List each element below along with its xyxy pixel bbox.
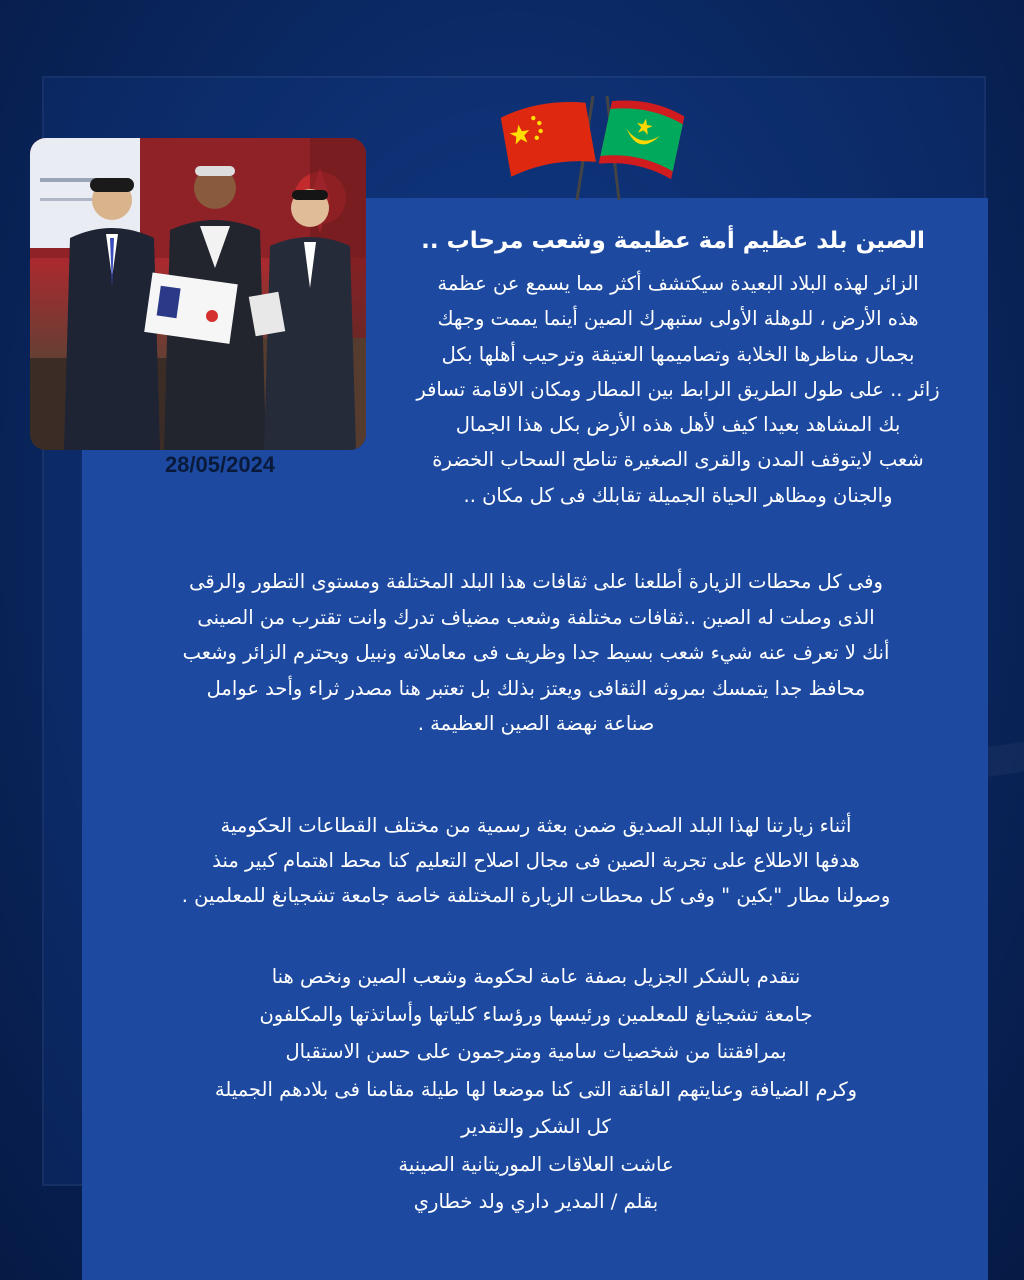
mauritania-flag-icon [599, 95, 685, 179]
paragraph-4 [86, 958, 986, 1221]
date-label: 28/05/2024 [164, 452, 276, 477]
paragraph-1-line: هذه الأرض ، للوهلة الأولى ستبهرك الصين أينما يممت وجهك [437, 307, 919, 331]
paragraph-3-line: هدفها الاطلاع على تجربة الصين فى مجال اصلاح التعليم كنا محط اهتمام كبير منذ [212, 849, 860, 872]
paragraph-2-line: محافظ جدا يتمسك بمروثه الثقافى ويعتز بذلك بل تعتبر هنا مصدر ثراء وأحد عوامل [206, 676, 866, 700]
ceremony-photo-illustration [30, 138, 366, 450]
paragraph-4-line: بمرافقتنا من شخصيات سامية ومترجمون على حسن الاستقبال [285, 1040, 787, 1063]
paragraph-3 [86, 808, 986, 913]
paragraph-1-line: بك المشاهد بعيدا كيف لأهل هذه الأرض بكل هذا الجمال [455, 413, 901, 437]
paragraph-2 [86, 564, 986, 742]
author-signature: بقلم / المدير داري ولد خطاري [413, 1190, 659, 1213]
paragraph-2-line: وفى كل محطات الزيارة أطلعنا على ثقافات هذا البلد المختلفة ومستوى التطور والرقى [189, 570, 883, 593]
paragraph-2-line: أنك لا تعرف عنه شيء شعب بسيط جدا وظريف فى معاملاته ونبيل ويحترم الزائر وشعب [182, 641, 890, 664]
paragraph-2-line: الذى وصلت له الصين ..ثقافات مختلفة وشعب مضياف تدرك وانت تقترب من الصينى [197, 605, 875, 629]
paragraph-1-line: والجنان ومظاهر الحياة الجميلة تقابلك فى كل مكان .. [463, 483, 893, 507]
paragraph-2-line: صناعة نهضة الصين العظيمة . [417, 712, 655, 735]
paragraph-4-line: نتقدم بالشكر الجزيل بصفة عامة لحكومة وشعب الصين ونخص هنا [271, 965, 801, 988]
paragraph-3-line: أثناء زيارتنا لهذا البلد الصديق ضمن بعثة رسمية من مختلف القطاعات الحكومية [220, 814, 852, 837]
ceremony-photo [30, 138, 366, 450]
paragraph-1-line: زائر .. على طول الطريق الرابط بين المطار ومكان الاقامة تسافر [416, 377, 940, 401]
closing-slogan: عاشت العلاقات الموريتانية الصينية [398, 1152, 674, 1176]
paragraph-1 [370, 266, 986, 513]
paragraph-4-line: وكرم الضيافة وعنايتهم الفائقة التى كنا موضعا لها طيلة مقامنا فى بلادهم الجميلة [214, 1077, 858, 1101]
article-title: الصين بلد عظيم أمة عظيمة وشعب مرحاب .. [421, 228, 925, 254]
paragraph-1-line: شعب لايتوقف المدن والقرى الصغيرة تناطح السحاب الخضرة [432, 448, 924, 472]
paragraph-1-line: الزائر لهذه البلاد البعيدة سيكتشف أكثر مما يسمع عن عظمة [437, 272, 919, 295]
paragraph-1-line: بجمال مناظرها الخلابة وتصاميمها العتيقة وترحيب أهلها بكل [441, 342, 915, 366]
closing-thanks: كل الشكر والتقدير [461, 1115, 611, 1138]
paragraph-4-line: جامعة تشجيانغ للمعلمين ورئيسها ورؤساء كلياتها وأساتذتها والمكلفون [259, 1002, 813, 1026]
crossed-flags [495, 92, 685, 202]
paragraph-3-line: وصولنا مطار "بكين " وفى كل محطات الزيارة المختلفة خاصة جامعة تشجيانغ للمعلمين . [181, 884, 891, 907]
